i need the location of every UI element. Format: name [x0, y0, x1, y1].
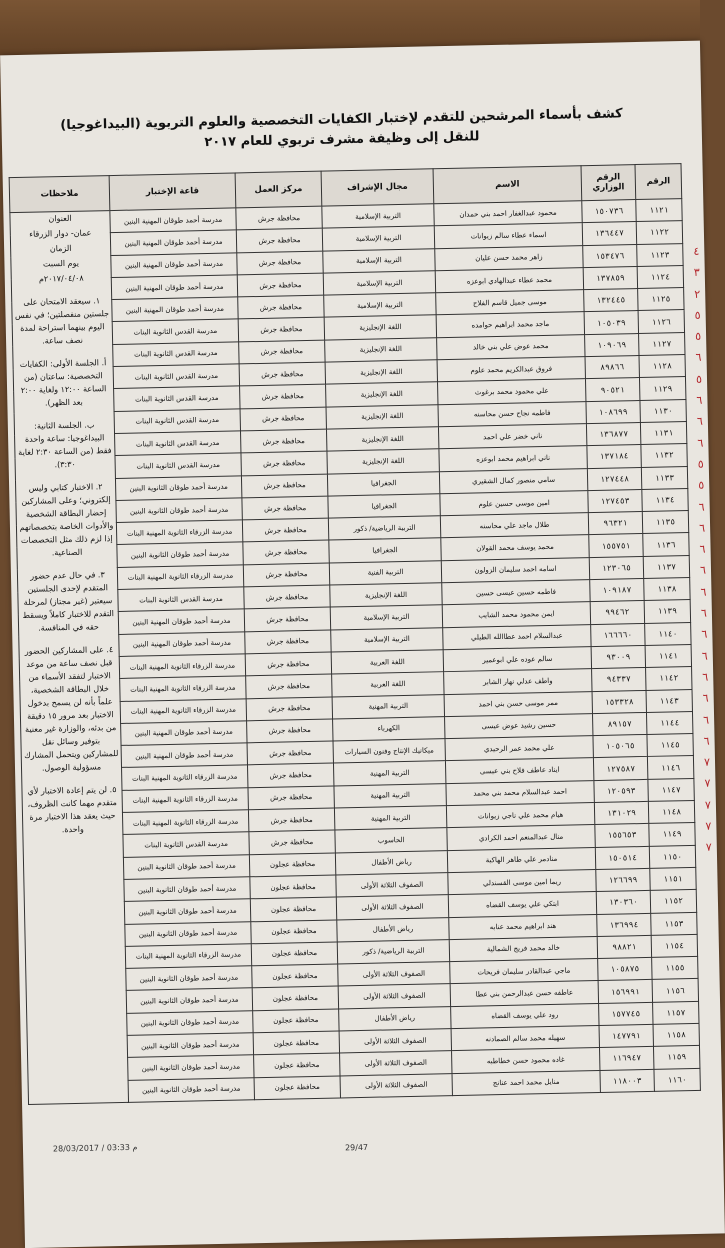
margin-mark: ٧ — [705, 840, 712, 855]
cell-ministry-no: ١٥٥٧٥١ — [589, 534, 643, 557]
cell-work-center: محافظة جرش — [248, 808, 334, 832]
margin-mark: ٦ — [696, 415, 703, 429]
cell-exam-hall: مدرسة أحمد طوقان المهنية البنين — [112, 297, 238, 322]
cell-work-center: محافظة عجلون — [250, 897, 336, 921]
cell-ministry-no: ١٠٥٨٧٥ — [598, 957, 652, 980]
header-seq: الرقم — [635, 164, 682, 200]
cell-exam-hall: مدرسة الزرقاء الثانوية المهنية البنات — [122, 765, 248, 790]
cell-work-center: محافظة جرش — [247, 719, 333, 743]
cell-supervision: الصفوف الثلاثة الأولى — [336, 895, 448, 920]
cell-work-center: محافظة جرش — [246, 697, 332, 721]
cell-supervision: ميكانيك الإنتاج وفنون السيارات — [333, 739, 445, 764]
cell-name: منال عبدالمنعم احمد الكرادي — [447, 825, 595, 850]
cell-seq: ١١٥٢ — [650, 890, 696, 913]
cell-work-center: محافظة جرش — [238, 295, 324, 319]
margin-mark: ٣ — [693, 266, 700, 280]
cell-name: احمد عبدالسلام محمد بني محمد — [446, 780, 594, 805]
cell-ministry-no: ١٣٦٩٩٤ — [597, 913, 651, 936]
cell-seq: ١١٣٧ — [643, 555, 689, 578]
note-time-date: ٢٠١٧/٠٤/٠٨م — [38, 273, 84, 284]
cell-work-center: محافظة جرش — [240, 429, 326, 453]
cell-supervision: التربية الإسلامية — [324, 293, 436, 318]
footer-timestamp: 28/03/2017 / 03:33 م — [52, 1142, 138, 1154]
header-ministry-no: الرقم الوزاري — [581, 165, 636, 201]
cell-supervision: الحاسوب — [335, 828, 447, 853]
cell-seq: ١١٥٦ — [652, 979, 698, 1002]
cell-exam-hall: مدرسة أحمد طوقان الثانوية البنين — [128, 1055, 254, 1080]
cell-ministry-no: ١٣٧٨٥٩ — [583, 266, 637, 289]
cell-supervision: التربية المهنية — [334, 783, 446, 808]
cell-exam-hall: مدرسة أحمد طوقان الثانوية البنين — [127, 1010, 253, 1035]
cell-exam-hall: مدرسة أحمد طوقان الثانوية البنين — [115, 475, 241, 500]
cell-seq: ١١٣١ — [640, 422, 686, 445]
cell-ministry-no: ٩٤٣٣٧ — [592, 668, 646, 691]
cell-name: محمد عطاء عبدالهادي ابوعزه — [435, 268, 583, 293]
cell-seq: ١١٢١ — [636, 199, 682, 222]
cell-supervision: اللغة الإنجليزية — [325, 338, 437, 363]
cell-work-center: محافظة عجلون — [251, 942, 337, 966]
cell-work-center: محافظة عجلون — [253, 1031, 339, 1055]
margin-mark: ٦ — [695, 351, 702, 365]
header-name: الاسم — [433, 166, 582, 204]
cell-work-center: محافظة جرش — [239, 340, 325, 364]
notes-cell — [10, 211, 129, 1105]
cell-name: ماجي عبدالقادر سليمان فريحات — [450, 959, 598, 984]
cell-ministry-no: ٨٩١٥٧ — [592, 712, 646, 735]
margin-mark: ٦ — [702, 670, 709, 684]
cell-exam-hall: مدرسة القدس الثانوية البنات — [112, 319, 238, 344]
cell-ministry-no: ١٠٩١٨٧ — [590, 579, 644, 602]
cell-ministry-no: ١٥٣٤٧٦ — [583, 244, 637, 267]
cell-work-center: محافظة عجلون — [254, 1076, 340, 1100]
cell-supervision: اللغة العربية — [332, 672, 444, 697]
cell-exam-hall: مدرسة القدس الثانوية البنات — [113, 364, 239, 389]
cell-seq: ١١٥١ — [650, 867, 696, 890]
cell-seq: ١١٥٨ — [653, 1023, 699, 1046]
cell-work-center: محافظة جرش — [246, 674, 332, 698]
cell-seq: ١١٣٦ — [643, 533, 689, 556]
cell-exam-hall: مدرسة الزرقاء الثانوية المهنية البنات — [119, 654, 245, 679]
cell-work-center: محافظة عجلون — [253, 1009, 339, 1033]
cell-name: عبدالسلام احمد عطاالله الطيلي — [443, 624, 591, 649]
cell-work-center: محافظة جرش — [248, 786, 334, 810]
margin-mark: ٦ — [698, 500, 705, 514]
cell-ministry-no: ١٥٠٥١٤ — [595, 846, 649, 869]
cell-seq: ١١٥٧ — [653, 1001, 699, 1024]
cell-name: هند ابراهيم محمد عنابه — [449, 914, 597, 939]
cell-ministry-no: ٩٨٨٢١ — [597, 935, 651, 958]
margin-mark: ٦ — [703, 734, 710, 748]
cell-work-center: محافظة جرش — [244, 607, 330, 631]
cell-supervision: التربية الإسلامية — [322, 204, 434, 229]
cell-seq: ١١٥٠ — [649, 845, 695, 868]
cell-supervision: اللغة الإنجليزية — [326, 382, 438, 407]
margin-mark: ٦ — [700, 606, 708, 620]
cell-supervision: رياض الأطفال — [337, 917, 449, 942]
header-supervision: مجال الإشراف — [321, 169, 434, 206]
cell-exam-hall: مدرسة القدس الثانوية البنات — [114, 386, 240, 411]
cell-seq: ١١٢٨ — [639, 355, 685, 378]
cell-name: منادمر علي طاهر الهاكبة — [447, 847, 595, 872]
cell-ministry-no: ١٤٧٧٩١ — [599, 1024, 653, 1047]
margin-mark: ٦ — [696, 393, 703, 407]
cell-exam-hall: مدرسة أحمد طوقان الثانوية البنين — [125, 921, 251, 946]
cell-exam-hall: مدرسة الزرقاء الثانوية المهنية البنات — [120, 676, 246, 701]
cell-ministry-no: ٩٦٣٢١ — [588, 512, 642, 535]
cell-supervision: رياض الأطفال — [339, 1006, 451, 1031]
margin-mark: ٦ — [703, 713, 710, 727]
margin-mark: ٥ — [694, 308, 701, 322]
cell-name: فاطمه حسين عيسى حسين — [442, 580, 590, 605]
cell-supervision: اللغة الإنجليزية — [325, 360, 437, 385]
cell-supervision: التربية الإسلامية — [331, 627, 443, 652]
cell-seq: ١١٢٣ — [637, 243, 683, 266]
cell-exam-hall: مدرسة القدس الثانوية البنات — [115, 431, 241, 456]
cell-work-center: محافظة عجلون — [251, 919, 337, 943]
margin-mark: ٦ — [697, 436, 704, 450]
note-note7: ٥. لن يتم إعادة الاختبار لأي متقدم مهما كانت الظروف، حيث يعقد هذا الاختبار مرة واحدة. — [27, 785, 117, 835]
cell-work-center: محافظة جرش — [249, 830, 335, 854]
document-page — [0, 41, 725, 1248]
note-note5: ٣. في حال عدم حضور المتقدم لإحدى الجلستين سيعتبر (غير مجتاز) لمرحلة التقدم للاختبار كاملاً ويسقط حقه في المنافسة. — [22, 570, 115, 633]
note-location-label: العنوان — [48, 213, 72, 224]
cell-name: محمد يوسف محمد القولان — [441, 535, 589, 560]
margin-mark: ٦ — [699, 542, 706, 556]
cell-work-center: محافظة جرش — [236, 206, 322, 230]
cell-ministry-no: ١٣٦٨٧٧ — [586, 422, 640, 445]
margin-mark: ٧ — [703, 755, 711, 769]
cell-ministry-no: ١٣١٠٢٩ — [594, 801, 648, 824]
cell-work-center: محافظة جرش — [247, 763, 333, 787]
cell-work-center: محافظة جرش — [241, 474, 327, 498]
cell-name: اسامه احمد سليمان الزولون — [441, 557, 589, 582]
cell-work-center: محافظة جرش — [244, 585, 330, 609]
cell-exam-hall: مدرسة أحمد طوقان المهنية البنين — [110, 230, 236, 255]
cell-seq: ١١٤٢ — [646, 667, 692, 690]
cell-seq: ١١٤٧ — [648, 778, 694, 801]
cell-name: خالد محمد فريج الشمالية — [449, 936, 597, 961]
cell-seq: ١١٣٨ — [644, 578, 690, 601]
cell-supervision: اللغة العربية — [331, 650, 443, 675]
cell-seq: ١١٢٢ — [636, 221, 682, 244]
cell-work-center: محافظة جرش — [236, 228, 322, 252]
cell-ministry-no: ١٣٢٤٤٥ — [584, 289, 638, 312]
cell-supervision: التربية الإسلامية — [323, 271, 435, 296]
note-note1: ١. سيعقد الامتحان على جلستين منفصلتين؛ في نفس اليوم بينهما استراحة لمدة نصف ساعة. — [14, 296, 110, 346]
cell-ministry-no: ١٥٠٧٣٦ — [582, 200, 636, 223]
cell-name: زاهر محمد حسن عليان — [435, 245, 583, 270]
cell-name: موسى جميل قاسم الفلاح — [436, 290, 584, 315]
cell-exam-hall: مدرسة أحمد طوقان الثانوية البنين — [128, 1077, 254, 1102]
cell-ministry-no: ١٠٥٠٣٩ — [584, 311, 638, 334]
cell-exam-hall: مدرسة الزرقاء الثانوية المهنية البنات — [122, 810, 248, 835]
cell-seq: ١١٤١ — [645, 644, 691, 667]
cell-work-center: محافظة جرش — [239, 362, 325, 386]
cell-name: اسماء عطاء سالم زيوانات — [434, 223, 582, 248]
cell-name: طلال ماجد علي محاسنه — [440, 513, 588, 538]
cell-exam-hall: مدرسة أحمد طوقان المهنية البنين — [121, 743, 247, 768]
cell-seq: ١١٣٣ — [641, 466, 687, 489]
cell-name: علي محمد عمر الرحيدي — [445, 736, 593, 761]
cell-supervision: الصفوف الثلاثة الأولى — [340, 1073, 452, 1098]
cell-work-center: محافظة عجلون — [252, 964, 338, 988]
cell-ministry-no: ٩٩٤٦٢ — [590, 601, 644, 624]
cell-supervision: اللغة الإنجليزية — [330, 583, 442, 608]
cell-ministry-no: ١٠٩٠٦٩ — [585, 333, 639, 356]
cell-ministry-no: ١٥٦٩٩١ — [598, 980, 652, 1003]
cell-work-center: محافظة جرش — [241, 451, 327, 475]
cell-name: محمد عوض علي بني خالد — [437, 334, 585, 359]
margin-mark: ٦ — [699, 564, 707, 578]
margin-mark: ٤ — [693, 244, 700, 258]
cell-seq: ١١٤٤ — [646, 711, 692, 734]
cell-seq: ١١٤٩ — [649, 823, 695, 846]
cell-name: سامي منصور كمال الشقيري — [439, 468, 587, 493]
cell-name: سهيله محمد سالم الصمادنه — [451, 1025, 599, 1050]
cell-supervision: التربية المهنية — [333, 761, 445, 786]
cell-seq: ١١٥٣ — [651, 912, 697, 935]
cell-ministry-no: ١٣٧١٨٤ — [587, 445, 641, 468]
cell-work-center: محافظة جرش — [237, 273, 323, 297]
cell-name: غاده محمود حسن خطاطبه — [452, 1048, 600, 1073]
cell-seq: ١١٥٥ — [652, 957, 698, 980]
cell-ministry-no: ١٢٣٠٦٥ — [589, 556, 643, 579]
cell-exam-hall: مدرسة أحمد طوقان الثانوية البنين — [124, 877, 250, 902]
margin-mark: ٦ — [700, 585, 707, 599]
cell-exam-hall: مدرسة القدس الثانوية البنات — [113, 342, 239, 367]
cell-name: ايناد عاطف فلاح بني عيسى — [445, 758, 593, 783]
cell-ministry-no: ٩٣٠٠٩ — [591, 645, 645, 668]
cell-exam-hall: مدرسة أحمد طوقان المهنية البنين — [111, 253, 237, 278]
cell-exam-hall: مدرسة الزرقاء الثانوية المهنية البنات — [122, 788, 248, 813]
cell-exam-hall: مدرسة القدس الثانوية البنات — [114, 409, 240, 434]
cell-work-center: محافظة جرش — [245, 630, 331, 654]
cell-supervision: اللغة الإنجليزية — [324, 315, 436, 340]
title-line-2: للنقل إلى وظيفة مشرف تربوي للعام ٢٠١٧ — [204, 129, 480, 151]
cell-name: عاطفه حسن عبدالرحمن بني عطا — [450, 981, 598, 1006]
cell-exam-hall: مدرسة أحمد طوقان الثانوية البنين — [126, 988, 252, 1013]
cell-seq: ١١٢٦ — [638, 310, 684, 333]
cell-ministry-no: ١٢٧٤٤٨ — [587, 467, 641, 490]
margin-mark: ٦ — [702, 691, 709, 705]
cell-seq: ١١٥٩ — [653, 1046, 699, 1069]
note-note4: ٢. الاختبار كتابي وليس إلكتروني؛ وعلى المشاركين إحضار البطاقة الشخصية والأدوات الخاصة بتخصصاتهم إذا لزم ذلك مثل التخصصات الصناعية. — [19, 482, 114, 558]
cell-supervision: الكهرباء — [333, 716, 445, 741]
margin-mark: ٧ — [704, 798, 712, 812]
header-work-center: مركز العمل — [235, 171, 322, 208]
cell-supervision: اللغة الإنجليزية — [326, 404, 438, 429]
cell-supervision: الصفوف الثلاثة الأولى — [338, 962, 450, 987]
margin-mark: ٦ — [701, 649, 708, 663]
margin-mark: ٧ — [705, 819, 712, 833]
cell-supervision: التربية الإسلامية — [330, 605, 442, 630]
cell-exam-hall: مدرسة أحمد طوقان الثانوية البنين — [127, 1033, 253, 1058]
cell-name: حسين رشيد عوض عيسى — [445, 713, 593, 738]
cell-name: هيام محمد علي ناجي زيوانات — [446, 803, 594, 828]
margin-mark: ٥ — [698, 478, 705, 493]
cell-ministry-no: ١٣٦٤٤٧ — [582, 222, 636, 245]
cell-exam-hall: مدرسة الزرقاء الثانوية المهنية البنات — [117, 565, 243, 590]
cell-ministry-no: ١٠٨٦٩٩ — [586, 400, 640, 423]
cell-seq: ١١٦٠ — [654, 1068, 700, 1091]
cell-exam-hall: مدرسة أحمد طوقان المهنية البنين — [119, 631, 245, 656]
cell-ministry-no: ١٢٠٥٩٣ — [594, 779, 648, 802]
cell-supervision: التربية الرياضية/ ذكور — [337, 939, 449, 964]
cell-seq: ١١٢٤ — [637, 265, 683, 288]
cell-exam-hall: مدرسة أحمد طوقان المهنية البنين — [121, 721, 247, 746]
cell-work-center: محافظة عجلون — [252, 986, 338, 1010]
cell-name: محمود عبدالغفار احمد بني حمدان — [434, 201, 582, 226]
cell-supervision: التربية الإسلامية — [323, 248, 435, 273]
cell-seq: ١١٣٥ — [642, 511, 688, 534]
note-note2: أ. الجلسة الأولى: الكفايات التخصصية: ساعتان (من الساعة ١٢:٠٠ ولغاية ٢:٠٠ بعد الظهر). — [19, 358, 107, 408]
margin-mark: ٢ — [694, 287, 701, 301]
cell-ministry-no: ١٥٥٦٥٣ — [595, 824, 649, 847]
margin-mark: ٦ — [701, 627, 708, 642]
cell-ministry-no: ١٥٧٧٤٥ — [599, 1002, 653, 1025]
cell-seq: ١١٤٠ — [645, 622, 691, 645]
cell-exam-hall: مدرسة أحمد طوقان المهنية البنين — [111, 275, 237, 300]
cell-supervision: الصفوف الثلاثة الأولى — [339, 1029, 451, 1054]
document-title — [21, 103, 662, 156]
cell-exam-hall: مدرسة أحمد طوقان الثانوية البنين — [126, 966, 252, 991]
cell-name: ناني ابراهيم محمد ابوعزه — [439, 446, 587, 471]
cell-exam-hall: مدرسة الزرقاء الثانوية المهنية البنات — [125, 944, 251, 969]
cell-exam-hall: مدرسة القدس الثانوية البنات — [118, 587, 244, 612]
cell-seq: ١١٢٩ — [639, 377, 685, 400]
cell-work-center: محافظة جرش — [240, 407, 326, 431]
margin-mark: ٥ — [695, 372, 703, 386]
margin-mark: ٧ — [704, 777, 711, 791]
cell-seq: ١١٢٥ — [638, 288, 684, 311]
cell-name: سالم عوده علي ابوعمير — [443, 647, 591, 672]
cell-name: منايل محمد احمد عنانج — [452, 1070, 600, 1095]
cell-name: واطف عدلي نهار الشابر — [444, 669, 592, 694]
cell-ministry-no: ٨٩٨٦٦ — [585, 356, 639, 379]
cell-work-center: محافظة جرش — [242, 496, 328, 520]
cell-supervision: الصفوف الثلاثة الأولى — [336, 873, 448, 898]
cell-ministry-no: ١٢٧٤٥٣ — [588, 489, 642, 512]
cell-supervision: الصفوف الثلاثة الأولى — [340, 1051, 452, 1076]
cell-work-center: محافظة جرش — [237, 251, 323, 275]
cell-name: ايمن محمود محمد الشايب — [442, 602, 590, 627]
cell-name: ماجد محمد ابراهيم حوامده — [436, 312, 584, 337]
cell-supervision: التربية المهنية — [332, 694, 444, 719]
cell-ministry-no: ١٢٦٦٩٩ — [596, 868, 650, 891]
cell-seq: ١١٤٣ — [646, 689, 692, 712]
note-time-label: الزمان — [49, 243, 72, 254]
cell-seq: ١١٣٩ — [644, 600, 690, 623]
header-notes: ملاحظات — [9, 176, 110, 213]
cell-exam-hall: مدرسة أحمد طوقان الثانوية البنين — [124, 899, 250, 924]
margin-mark: ٥ — [697, 457, 704, 471]
cell-exam-hall: مدرسة القدس الثانوية البنات — [123, 832, 249, 857]
cell-exam-hall: مدرسة الزرقاء الثانوية المهنية البنات — [116, 520, 242, 545]
cell-work-center: محافظة جرش — [242, 518, 328, 542]
cell-supervision: رياض الأطفال — [335, 850, 447, 875]
cell-name: فاطمه نجاح حسن محاسنه — [438, 401, 586, 426]
note-note6: ٤. على المشاركين الحضور قبل نصف ساعة من موعد الاختبار لتفقد الأسماء من خلال البطاقة الشخصية، علماً بأنه لن يسمح بدخول الاختبار بعد مرور ١٥ دقيقة من بدئه، والوزارة غير معنية بتوفير وسائل نقل للمشاركين ويتحمل المشارك مسؤولية الوصول. — [24, 645, 119, 773]
cell-seq: ١١٤٥ — [647, 734, 693, 757]
cell-name: رود علي يوسف القضاه — [451, 1003, 599, 1028]
cell-ministry-no: ٩٠٥٢١ — [585, 378, 639, 401]
footer-page-number: 29/47 — [344, 1142, 369, 1153]
cell-exam-hall: مدرسة أحمد طوقان المهنية البنين — [110, 208, 236, 233]
cell-supervision: الجغرافيا — [329, 538, 441, 563]
cell-seq: ١١٣٢ — [641, 444, 687, 467]
cell-work-center: محافظة عجلون — [250, 875, 336, 899]
cell-name: امين موسى حسين علوم — [440, 490, 588, 515]
cell-exam-hall: مدرسة الزرقاء الثانوية المهنية البنات — [120, 698, 246, 723]
cell-supervision: التربية الإسلامية — [322, 226, 434, 251]
cell-work-center: محافظة جرش — [243, 541, 329, 565]
cell-exam-hall: مدرسة أحمد طوقان الثانوية البنين — [116, 498, 242, 523]
candidates-table — [9, 163, 701, 1105]
margin-mark: ٥ — [695, 329, 702, 344]
cell-work-center: محافظة جرش — [238, 318, 324, 342]
cell-ministry-no: ١٢٧٥٨٧ — [593, 757, 647, 780]
cell-seq: ١١٥٤ — [651, 934, 697, 957]
cell-ministry-no: ١٦٦٦٦٠ — [591, 623, 645, 646]
cell-supervision: الجغرافيا — [328, 494, 440, 519]
cell-seq: ١١٤٨ — [648, 800, 694, 823]
title-line-1: كشف بأسماء المرشحين للتقدم لإختبار الكفايات التخصصية والعلوم التربوية (البيداغوجيا) — [60, 106, 623, 134]
cell-name: ريما امين موسى القسندلي — [448, 869, 596, 894]
cell-seq: ١١٣٠ — [640, 399, 686, 422]
cell-ministry-no: ١١٦٩٤٧ — [599, 1047, 653, 1070]
cell-ministry-no: ١٣٠٣٦٠ — [596, 891, 650, 914]
cell-exam-hall: مدرسة أحمد طوقان الثانوية البنين — [117, 542, 243, 567]
cell-ministry-no: ١١٨٠٠٣ — [600, 1069, 654, 1092]
cell-exam-hall: مدرسة أحمد طوقان المهنية البنين — [118, 609, 244, 634]
cell-supervision: اللغة الإنجليزية — [327, 449, 439, 474]
header-exam-hall: قاعة الإختبار — [109, 173, 236, 211]
cell-supervision: الجغرافيا — [327, 471, 439, 496]
cell-supervision: التربية الفنية — [329, 560, 441, 585]
cell-work-center: محافظة عجلون — [254, 1053, 340, 1077]
cell-ministry-no: ١٠٥٠٦٥ — [593, 735, 647, 758]
cell-supervision: الصفوف الثلاثة الأولى — [338, 984, 450, 1009]
cell-name: علي محمود محمد برغوث — [438, 379, 586, 404]
note-note3: ب. الجلسة الثانية: البيداغوجيا: ساعة واحدة فقط (من الساعة ٢:٣٠ لغاية ٣:٣٠). — [18, 420, 112, 470]
cell-work-center: محافظة جرش — [243, 563, 329, 587]
note-time-day: يوم السبت — [42, 258, 79, 269]
cell-work-center: محافظة جرش — [247, 741, 333, 765]
cell-exam-hall: مدرسة أحمد طوقان الثانوية البنين — [123, 854, 249, 879]
cell-name: ابتكي علي يوسف القضاه — [448, 892, 596, 917]
cell-ministry-no: ١٥٣٣٢٨ — [592, 690, 646, 713]
cell-name: فروق عبدالكريم محمد علوم — [437, 357, 585, 382]
cell-name: ناني خضر علي احمد — [438, 424, 586, 449]
cell-seq: ١١٢٧ — [639, 332, 685, 355]
cell-work-center: محافظة عجلون — [249, 853, 335, 877]
cell-supervision: التربية الرياضية/ ذكور — [328, 516, 440, 541]
cell-seq: ١١٤٦ — [647, 756, 693, 779]
cell-seq: ١١٣٤ — [642, 488, 688, 511]
cell-work-center: محافظة جرش — [240, 384, 326, 408]
note-location-value: عمان- دوار الزرقاء — [29, 228, 92, 239]
cell-supervision: اللغة الإنجليزية — [326, 427, 438, 452]
cell-work-center: محافظة جرش — [245, 652, 331, 676]
margin-mark: ٦ — [699, 521, 706, 535]
cell-name: ممر موسى حسن بني احمد — [444, 691, 592, 716]
cell-supervision: التربية المهنية — [334, 806, 446, 831]
cell-exam-hall: مدرسة القدس الثانوية البنات — [115, 453, 241, 478]
